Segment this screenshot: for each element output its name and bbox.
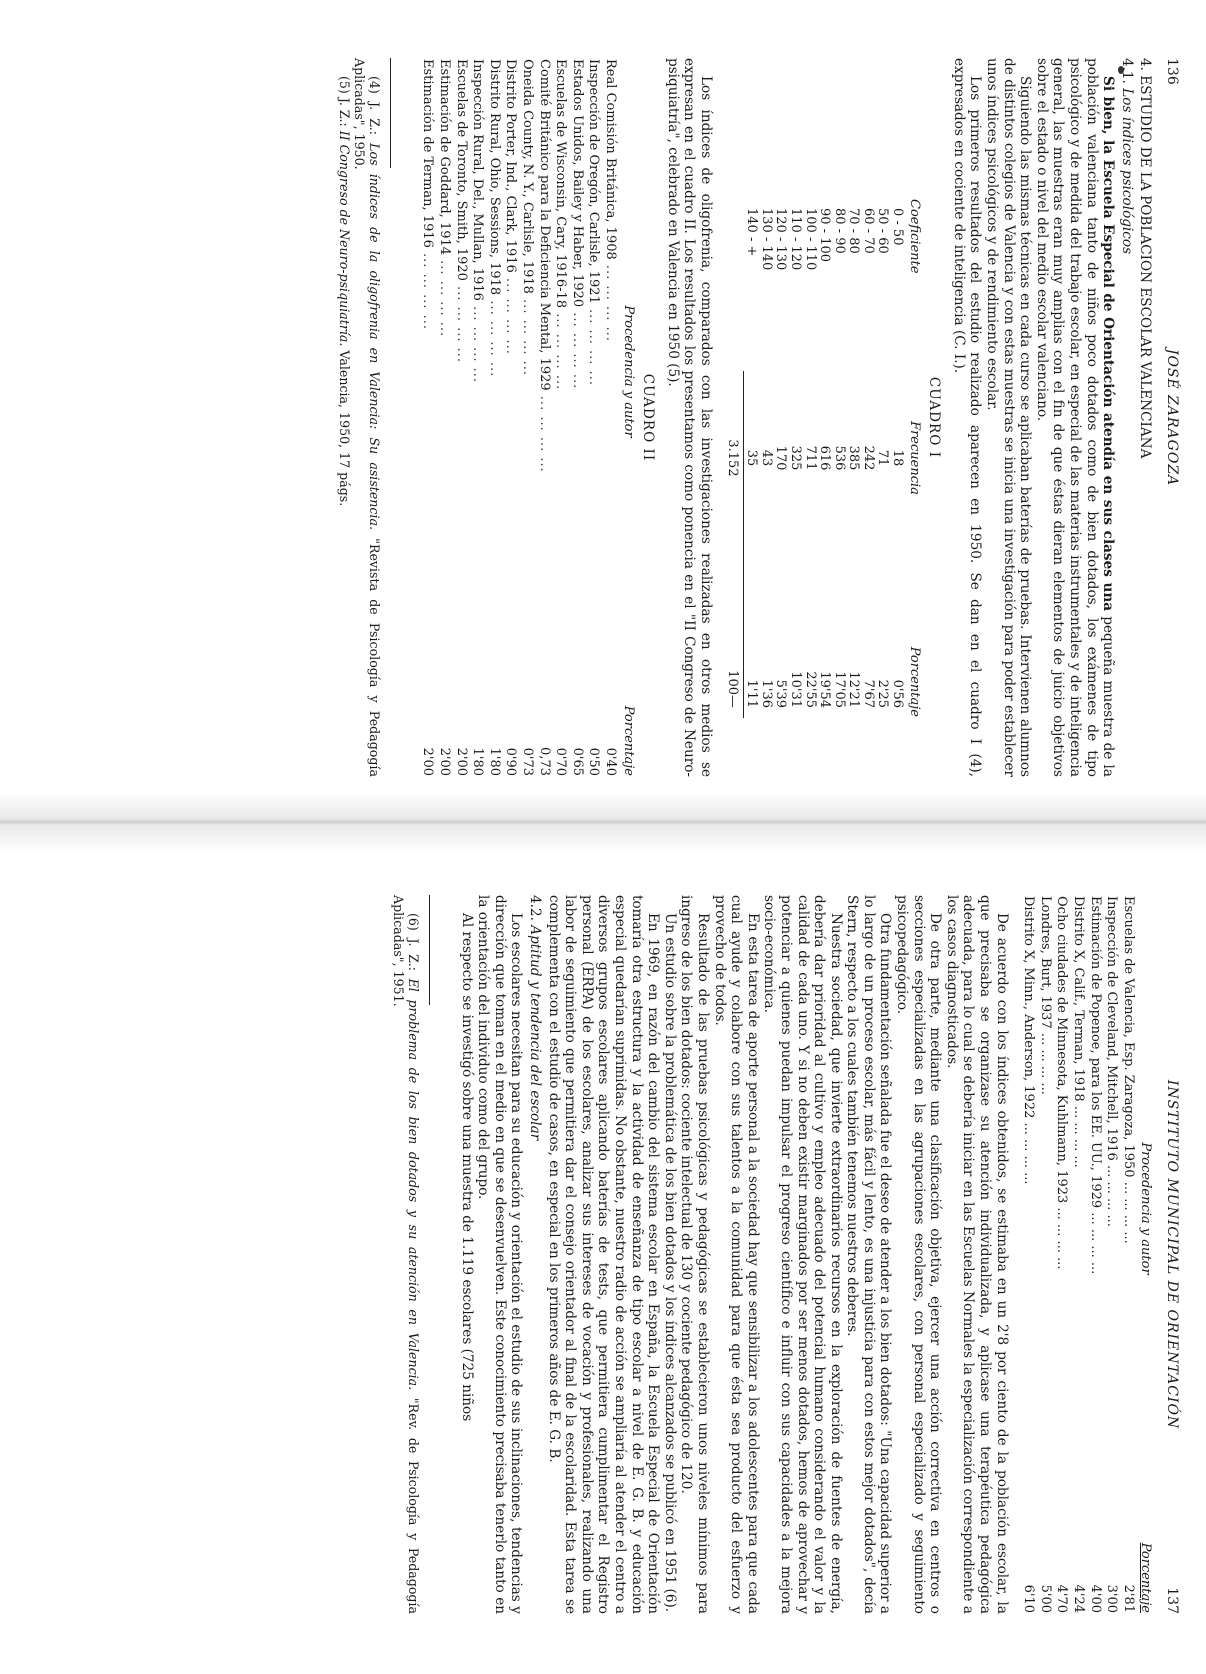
- table-row: [419, 58, 436, 777]
- cell-percentage: 4'24: [1071, 1584, 1087, 1613]
- cell-value: 35: [744, 449, 760, 467]
- cell-label: [469, 58, 486, 685]
- cell-text: Comité Británico para la Deficiencia Mental, 1929: [536, 59, 552, 391]
- cell-label: 50 - 60: [875, 208, 891, 254]
- footnote-4: [352, 58, 382, 777]
- subsection-title: Los índices psicológicos: [1118, 88, 1135, 255]
- cell-value: 18: [890, 449, 906, 467]
- leader-dots: ... ... ... ...: [1037, 1028, 1053, 1095]
- cell-value: 242: [860, 445, 876, 471]
- cell-label: [1103, 895, 1120, 1522]
- paragraph: Nuestra sociedad, que invierte extraordinarios recursos en la exploración de fuentes de energía, debería dar prioridad al cultivo y empleo adecuado del potencial humano considerando el valor y la calidad de cada uno. Y si no deben existir marginados por ser menos dotados, hemos de aprovechar y potenciar a quienes puedan impulsar el progreso científico e influir con sus capacidades a la mejora socio-económica.: [761, 895, 844, 1614]
- paragraph: De acuerdo con los índices obtenidos, se estimaba en un 2'8 por ciento de la población escolar, la que precisaba se organizase su atención individualizada, y aplicase una terapéutica pedagógica adecuada, para lo cual se debería iniciar en las Escuelas Normales la especialización correspondiente a los casos diagnosticados.: [943, 895, 1010, 1614]
- footnote-6: [391, 895, 421, 1614]
- leader-dots: ... ... ... ...: [420, 247, 436, 331]
- footnote-lead: (4) J. Z.:: [366, 76, 382, 144]
- total-frequency: 3.152: [724, 371, 743, 544]
- cell-label: [435, 58, 452, 685]
- cell-text: Escuelas de Wisconsin, Cary, 1916-18: [553, 59, 569, 309]
- table-caption: CUADRO I: [926, 376, 943, 459]
- running-head: [1163, 58, 1180, 777]
- cell-percentage: 22'55: [802, 671, 818, 708]
- cell-percentage: 19'54: [817, 671, 833, 708]
- table-row: [535, 58, 552, 777]
- subsection-title: Aptitud y tendencia del escolar: [527, 925, 544, 1141]
- leader-dots: ... ... ... ...: [536, 390, 552, 473]
- footnote-lead: (5) J. Z.:: [336, 76, 352, 131]
- cell-text: Distrito Rural, Ohio, Sessions, 1918: [486, 59, 502, 296]
- cell-label: [518, 58, 535, 685]
- table-row: [875, 198, 890, 718]
- leader-dots: ... ... ... ...: [1087, 1208, 1103, 1275]
- paragraph: Los índices de oligofrenia, comparados con las investigaciones realizadas en otros medios se expresan en el cuadro II. Los resultados los presentamos como ponencia en el "II Congreso de Neuro-psiquiatría", celebrado en Valencia en 1950 (5).: [664, 58, 714, 777]
- table-row: [1053, 895, 1070, 1614]
- cell-percentage: 2'25: [875, 679, 891, 708]
- cell-percentage: 1'80: [470, 747, 486, 776]
- running-title: JOSÉ ZARAGOZA: [1164, 348, 1180, 487]
- table-row: [846, 198, 861, 718]
- table-row: [1103, 895, 1120, 1614]
- footnote-lead: (6) J. Z.:: [406, 913, 422, 979]
- footnote-text: "Revista de Psicología y Pedagogía Aplicadas", 1950.: [351, 58, 382, 777]
- cell-percentage: 0'50: [586, 747, 602, 776]
- paragraph: Resultado de las pruebas psicológicas y pedagógicas se establecieron unos niveles mínimos para ingreso de los bien dotados: cociente intelectual de 130 y cociente pedagógico de 120.: [678, 895, 711, 1614]
- cell-text: Inspección de Oregón, Carlisle, 1921: [586, 59, 602, 304]
- table-caption: CUADRO II: [640, 373, 657, 462]
- totals-row: [724, 198, 743, 718]
- cell-text: Estados Unidos, Bailey y Haber, 1920: [569, 59, 585, 308]
- cell-value: 385: [846, 445, 862, 471]
- column-header: Porcentaje: [1138, 1542, 1154, 1613]
- cell-label: [419, 58, 436, 685]
- cell-label: 100 - 110: [802, 208, 818, 271]
- leader-dots: ... ... ... ...: [453, 280, 469, 364]
- cell-label: [1069, 895, 1086, 1522]
- cell-percentage: 12'21: [846, 671, 862, 708]
- table-row: [1069, 895, 1086, 1614]
- cuadro-2-table: [419, 58, 636, 777]
- table-row: [1086, 895, 1103, 1614]
- subsection-number: 4.1.: [1118, 58, 1135, 84]
- cell-value: 616: [817, 445, 833, 471]
- cell-value: 536: [831, 445, 847, 471]
- cell-label: [535, 58, 552, 685]
- cell-percentage: 17'05: [831, 671, 847, 708]
- table-row: [452, 58, 469, 777]
- cell-percentage: 0,73: [536, 747, 552, 776]
- footnote-title: Los índices de la oligofrenia en Valencia: Su asistencia.: [366, 143, 382, 531]
- cell-text: Distrito X, Minn., Anderson, 1922: [1021, 896, 1037, 1119]
- leader-dots: ... ... ... ...: [1104, 1160, 1120, 1227]
- cell-label: [1020, 895, 1037, 1522]
- cell-text: Escuelas de Valencia, Esp. Zaragoza, 1950: [1120, 896, 1136, 1178]
- paragraph: Un estudio sobre la problemática de los bien dotados y los índices alcanzados se publicó en 1951 (6).: [661, 913, 678, 1613]
- paragraph: Otra fundamentación señalada fue el deseo de atender a los bien dotados: "Una capacidad superior a lo largo de un proceso escolar, más fácil y lento, es una injusticia para con estos mejor dotados", decía Stern, respecto a los cuales también tenemos nuestros deberes.: [844, 895, 894, 1614]
- cell-label: 90 - 100: [817, 208, 833, 263]
- table-row: [743, 198, 758, 718]
- cell-label: [1036, 895, 1053, 1522]
- leader-dots: ... ... ... ...: [486, 295, 502, 378]
- table-row: [585, 58, 602, 777]
- column-header: Coeficiente: [906, 199, 922, 274]
- leader-dots: ... ... ... ...: [1071, 1101, 1087, 1168]
- paragraph: Los primeros resultados del estudio realizado aparecen en 1950. Se dan en el cuadro I (4), expresados en cociente de inteligencia (C. I.).: [950, 58, 984, 777]
- cell-label: [1086, 895, 1103, 1522]
- leader-dots: ... ... ... ...: [586, 303, 602, 386]
- footnote-rule: [390, 58, 391, 168]
- cell-text: Escuelas de Toronto, Smith, 1920: [453, 59, 469, 281]
- table-row: [435, 58, 452, 777]
- cell-text: Estimación de Terman, 1916: [420, 59, 436, 248]
- cell-percentage: 5'39: [773, 679, 789, 708]
- table-row: [485, 58, 502, 777]
- cuadro-1-table: [724, 198, 922, 718]
- page-137: [0, 837, 1206, 1674]
- table-row: [817, 198, 832, 718]
- subsection-heading: [1118, 58, 1135, 777]
- cell-percentage: 0'40: [603, 747, 618, 776]
- leader-dots: ... ... ... ...: [520, 293, 536, 377]
- cell-text: Real Comisión Británica, 1908: [603, 59, 618, 260]
- leader-dots: ... ... ... ...: [553, 308, 569, 391]
- table-row: [1119, 895, 1136, 1614]
- table-row: [802, 198, 817, 718]
- leader-dots: ... ... ... ...: [603, 259, 618, 342]
- cell-percentage: 0'65: [569, 747, 585, 776]
- leader-dots: ... ... ... ...: [503, 272, 519, 355]
- cell-percentage: 1'11: [744, 679, 760, 708]
- table-row: [860, 198, 875, 718]
- table-row: [831, 198, 846, 718]
- cell-percentage: 2'00: [420, 747, 436, 776]
- cell-value: 170: [773, 445, 789, 471]
- table-row: [552, 58, 569, 777]
- footnote-text: "Rev. de Psicología y Pedagogía Aplicadas", 1951.: [391, 895, 422, 1615]
- cell-label: 80 - 90: [831, 208, 847, 254]
- cell-label: [485, 58, 502, 685]
- paragraph-lead: Si bien, la Escuela Especial de Orientación atendía en sus clases una: [1100, 76, 1117, 612]
- cell-percentage: 10'31: [787, 671, 803, 708]
- table-row: [758, 198, 773, 718]
- running-head: [1163, 895, 1180, 1614]
- cell-label: [1119, 895, 1136, 1522]
- column-header: Procedencia y autor: [620, 305, 636, 438]
- cell-text: Estimación de Popenoe, para los EE. UU., 1929: [1087, 896, 1103, 1209]
- cell-text: Estimación de Goddard, 1914: [437, 59, 453, 256]
- cell-value: 71: [875, 449, 891, 467]
- column-header: Porcentaje: [906, 646, 922, 717]
- leader-dots: ... ... ... ...: [569, 307, 585, 390]
- leader-dots: ... ... ... ...: [1021, 1118, 1037, 1185]
- cell-label: 130 - 140: [758, 208, 774, 271]
- cell-label: [568, 58, 585, 685]
- table-row: [787, 198, 802, 718]
- footnote-title: II Congreso de Neuro-psiquiatría.: [336, 130, 352, 347]
- cell-label: [1053, 895, 1070, 1522]
- cell-percentage: 1'36: [758, 679, 774, 708]
- cell-label: 140 - +: [743, 208, 759, 257]
- leader-dots: ... ... ... ...: [1054, 1203, 1070, 1270]
- cell-text: Londres, Burt, 1937: [1037, 896, 1053, 1029]
- cell-label: [452, 58, 469, 685]
- column-header: Porcentaje: [620, 705, 636, 776]
- cell-percentage: 0'70: [553, 747, 569, 776]
- cell-text: Distrito Porter, Ind., Clark, 1916: [503, 59, 519, 273]
- cell-label: 0 - 50: [890, 208, 906, 246]
- cell-text: Inspección Rural, Del., Mullan, 1916: [470, 59, 486, 301]
- leader-dots: ... ... ... ...: [1120, 1177, 1136, 1244]
- footnote-title: El problema de los bien dotados y su atención en Valencia.: [406, 978, 422, 1391]
- column-header: Frecuencia: [906, 421, 922, 495]
- running-title: INSTITUTO MUNICIPAL DE ORIENTACIÓN: [1164, 1079, 1180, 1430]
- paragraph: Los escolares necesitan para su educación y orientación el estudio de sus inclinaciones, tendencias y dirección que toman en el medio en que se desenvuelven. Este conocimiento precisaba tenerlo tanto en la orientación del individuo como del grupo.: [475, 895, 525, 1614]
- table-row: [518, 58, 535, 777]
- subsection-number: 4.2.: [527, 895, 544, 921]
- cell-percentage: 0'73: [520, 747, 536, 776]
- cell-label: [585, 58, 602, 685]
- cell-text: Oneida County, N. Y., Carlisle, 1918: [520, 59, 536, 294]
- cell-label: 70 - 80: [846, 208, 862, 254]
- paragraph: Siguiendo las mismas técnicas en cada curso se aplicaban baterías de pruebas. Intervienen alumnos de distintos colegios de Valencia y con estas muestras se inicia una investigación para poder establecer unos índices psicológicos y de rendimiento escolar.: [984, 58, 1034, 777]
- cell-percentage: 3'00: [1104, 1584, 1120, 1613]
- section-heading: 4. ESTUDIO DE LA POBLACION ESCOLAR VALENCIANA: [1137, 58, 1154, 459]
- table-row: [1020, 895, 1037, 1614]
- leader-dots: ... ... ... ...: [470, 300, 486, 384]
- table-row: [1036, 895, 1053, 1614]
- total-percentage: 100—: [724, 545, 743, 718]
- cell-value: 711: [802, 445, 818, 471]
- footnote-rule: [429, 895, 430, 1005]
- table-row: [773, 198, 788, 718]
- cell-percentage: 1'80: [486, 747, 502, 776]
- cell-label: [502, 58, 519, 685]
- cell-percentage: 0'90: [503, 747, 519, 776]
- cell-percentage: 7'67: [860, 679, 876, 708]
- paragraph: Al respecto se investigó sobre una muestra de 1.119 escolares (725 niños: [458, 913, 475, 1422]
- table-row: [469, 58, 486, 777]
- table-row: [890, 198, 905, 718]
- paragraph: De otra parte, mediante una clasificación objetiva, ejercer una acción correctiva en centros o secciones especializadas en las agrupaciones escolares, con personal especializado y seguimiento psicopedagógico.: [894, 895, 944, 1614]
- cell-percentage: 4'00: [1087, 1584, 1103, 1613]
- cell-percentage: 5'00: [1037, 1584, 1053, 1613]
- table-row: [568, 58, 585, 777]
- paragraph-text: pequeña muestra de la población valenciana tanto de niños poco dotados como de bien dotados, los exámenes de tipo psicológico y de medida del trabajo escolar, en especial de las materias instrumentales y de inteligencia general, las muestras eran muy amplias con el fin de que éstas dieran elementos de juicio objetivos sobre el estado o nivel del medio escolar valenciano.: [1033, 58, 1117, 777]
- cell-label: 60 - 70: [860, 208, 876, 254]
- table-row: [502, 58, 519, 777]
- cell-value: 43: [758, 449, 774, 467]
- subsection-heading: [526, 895, 543, 1614]
- cell-label: 120 - 130: [773, 208, 789, 271]
- paragraph: En 1969, en razón del cambio del sistema escolar en España, la Escuela Especial de Orientación tomaría otra estructura y la actividad de enseñanza de tipo escolar a nivel de E. G. B. y educación especial quedarían suprimidas. No obstante, nuestro radio de acción se ampliaría al atender el centro a diversos grupos escolares aplicando baterías de tests, que permitiera cumplimentar el Registro personal (ERPA) de los escolares, analizar sus intereses de vocación y profesionales, realizando una labor de seguimiento que permitiera dar el consejo orientador al final de la escolaridad. Esta tarea se complementa con el estudio de casos, en especial en los primeros años de E. G. B.: [545, 895, 662, 1614]
- table-row: [601, 58, 618, 777]
- cell-percentage: 2'00: [437, 747, 453, 776]
- page-number: 137: [1164, 1587, 1180, 1614]
- cell-label: [601, 58, 618, 685]
- cell-percentage: 2'81: [1120, 1584, 1136, 1613]
- paragraph: En esta tarea de aporte personal a la sociedad hay que sensibilizar a los adolescentes para que cada cual ayude y colabore con sus talentos a la comunidad para que ésta sea producto del esfuerzo y provecho de todos.: [711, 895, 761, 1614]
- cell-percentage: 0'56: [890, 679, 906, 708]
- cell-text: Inspección de Cleveland, Mitchell, 1916: [1104, 896, 1120, 1161]
- cell-text: Distrito X, Calif., Terman, 1918: [1071, 896, 1087, 1102]
- column-header: Procedencia y autor: [1138, 1142, 1154, 1275]
- cell-label: [552, 58, 569, 685]
- cell-value: 325: [787, 445, 803, 471]
- paragraph: [1033, 58, 1116, 777]
- page-number: 136: [1164, 58, 1180, 85]
- cell-percentage: 2'00: [453, 747, 469, 776]
- cell-label: 110 - 120: [787, 208, 803, 271]
- cell-text: Ocho ciudades de Minnesota, Kuhlmann, 1923: [1054, 896, 1070, 1204]
- cell-percentage: 4'70: [1054, 1584, 1070, 1613]
- footnote-text: Valencia, 1950, 17 págs.: [336, 346, 352, 507]
- footnote-5: [337, 58, 352, 777]
- continued-table: [1020, 895, 1154, 1614]
- leader-dots: ... ... ... ...: [437, 255, 453, 338]
- cell-percentage: 6'10: [1021, 1584, 1037, 1613]
